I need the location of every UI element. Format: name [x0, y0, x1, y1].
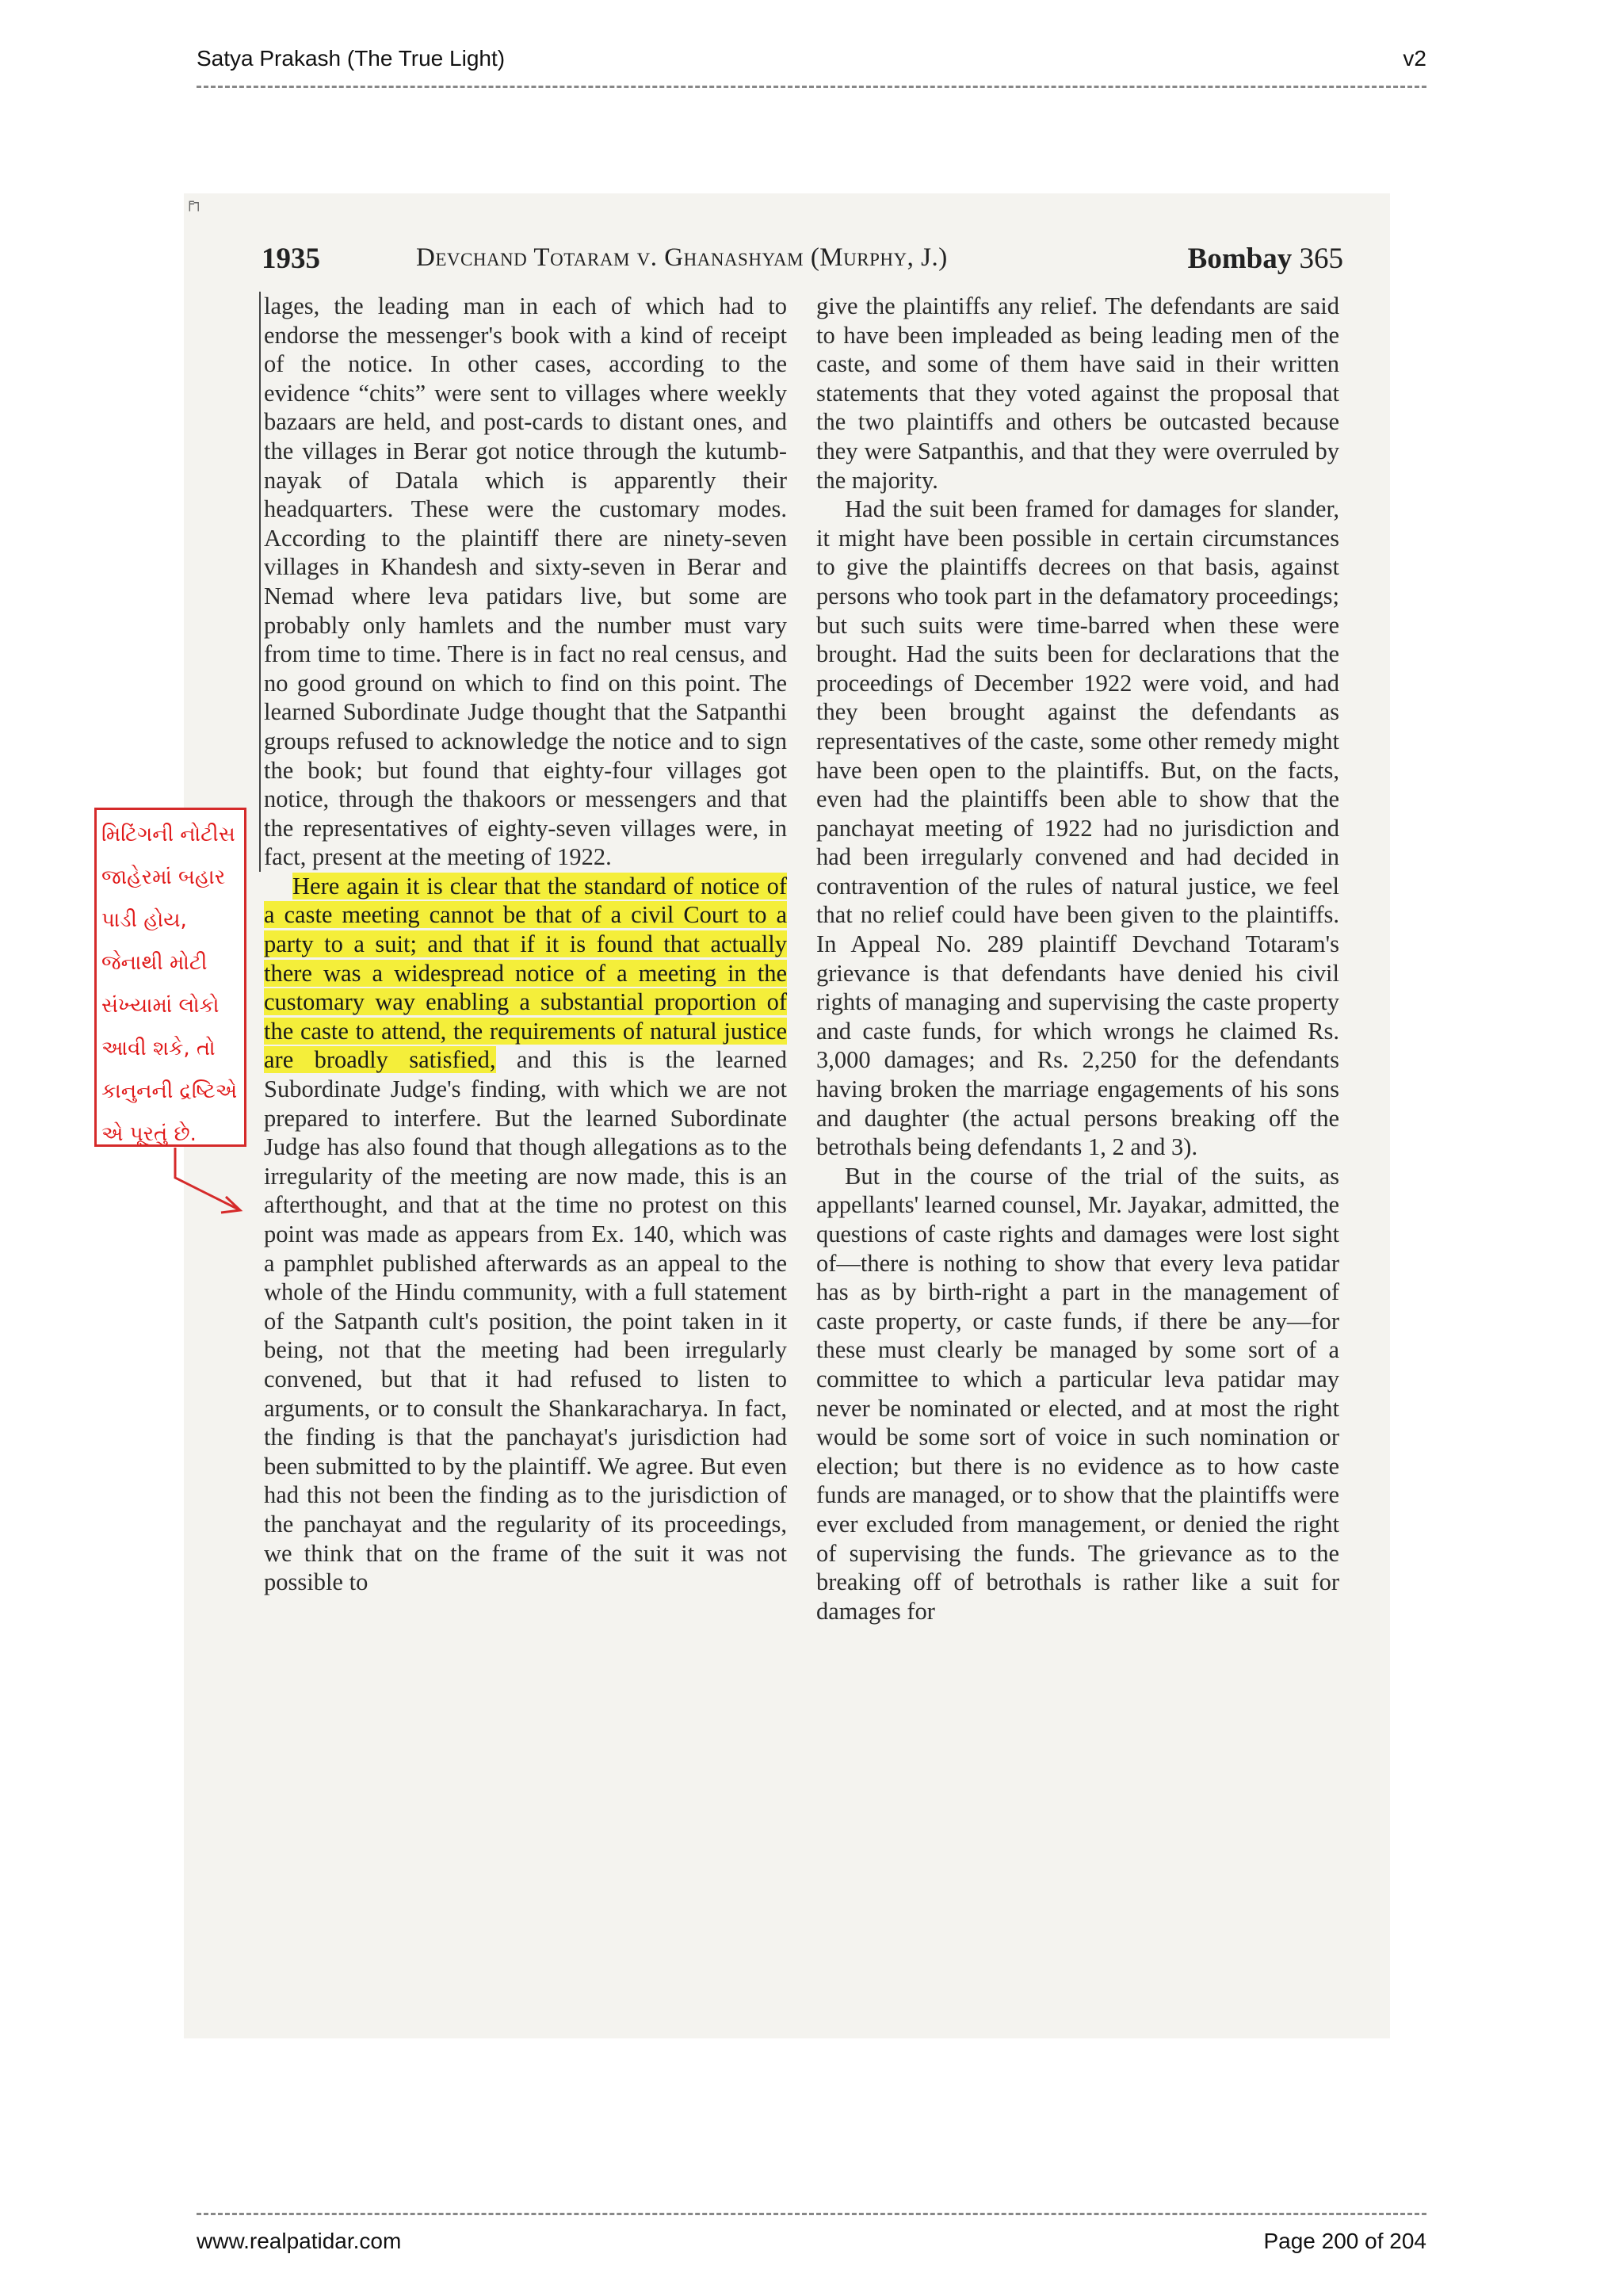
annotation-line: જાહેરમાં બહાર [101, 865, 226, 889]
annotation-line: સંખ્યામાં લોકો [101, 994, 220, 1018]
footer-page-number: Page 200 of 204 [1263, 2229, 1426, 2253]
annotation-line: આવી શકે, તો [101, 1037, 216, 1060]
report-page-number: 365 [1299, 243, 1343, 275]
annotation-arrow-icon [170, 1146, 250, 1217]
document-version: v2 [1403, 46, 1426, 71]
annotation-line: કાનુનની દ્રષ્ટિએ [101, 1079, 238, 1103]
annotation-line: મિટિંગની નોટીસ [101, 823, 235, 846]
footer-site-link[interactable]: www.realpatidar.com [197, 2229, 402, 2253]
document-header-title: Satya Prakash (The True Light) [197, 46, 506, 71]
annotation-line: પાડી હોય, [101, 908, 187, 932]
right-paragraph-3: But in the course of the trial of the suits, as appellants' learned counsel, Mr. Jayakar, admitted, the questions of caste rights and damages were lost sight of—there is nothing to show that every leva patidar has as by birth-right a part in the management of caste property, or caste funds, if there be any—for these must clearly be managed by some sort of a committee to which a particular leva patidar may never be nominated or elected, and at most the right would be some sort of voice in such nomination or election; but there is no evidence as to how caste funds are managed, or to show that the plaintiffs were ever excluded from management, or denied the right of supervising the funds. The grievance as to the breaking off of betrothals is rather like a suit for damages for [816, 1162, 1339, 1625]
footer-divider [197, 2213, 1426, 2215]
left-paragraph-2-rest: and this is the learned Subordinate Judge's finding, with which we are not prepared to interfere. But the learned Subordinate Judge has also found that though allegations as to the irregularity of the meeting are now made, this is an afterthought, and that at the time no protest on this point was made as appears from Ex. 140, which was a pamphlet published afterwards as an appeal to the whole of the Hindu community, with a full statement of the Satpanth cult's position, the point taken in it being, not that the meeting had been irregularly convened, but that it had refused to listen to arguments, or to consult the Shankaracharya. In fact, the finding is that the panchayat's jurisdiction had been submitted to by the plaintiff. We agree. But even had this not been the finding as to the jurisdiction of the panchayat and the regularity of its proceedings, we think that on the frame of the suit it was not possible to [264, 1046, 788, 1596]
header-divider [197, 86, 1426, 88]
left-paragraph-2 [264, 872, 787, 1597]
gujarati-annotation-box [94, 808, 246, 1147]
running-head [262, 242, 1343, 281]
right-paragraph-1: give the plaintiffs any relief. The defendants are said to have been impleaded as being leading men of the caste, and some of them have said in their written statements that they voted against the proposal that the two plaintiffs and others be outcasted because they were Satpanthis, and that they were overruled by the majority. [816, 292, 1339, 494]
annotation-line: જેનાથી મોટી [101, 951, 208, 975]
scan-corner-mark: ╒┐ [185, 195, 203, 212]
right-paragraph-2: Had the suit been framed for damages for slander, it might have been possible in certain circumstances to give the plaintiffs decrees on that basis, against persons who took part in the defamatory proceedings; but such suits were time-barred when these were brought. Had the suits been for declarations that the proceedings of December 1922 were void, and had they been brought against the defendants as representatives of the caste, some other remedy might have been open to the plaintiffs. But, on the facts, even had the plaintiffs been able to show that the panchayat meeting of 1922 had no jurisdiction and had been irregularly convened and had decided in contravention of the rules of natural justice, we feel that no relief could have been given to the plaintiffs. In Appeal No. 289 plaintiff Devchand Totaram's grievance is that defendants have denied his civil rights of managing and supervising the caste property and caste funds, for which wrongs he claimed Rs. 3,000 damages; and Rs. 2,250 for the defendants having broken the marriage engagements of his sons and daughter (the actual persons breaking off the betrothals being defendants 1, 2 and 3). [816, 495, 1339, 1161]
court-name: Bombay [1187, 243, 1293, 275]
running-head-year: 1935 [262, 243, 320, 275]
left-text-column [264, 292, 787, 1597]
case-title: Devchand Totaram v. Ghanashyam (Murphy, J.) [416, 243, 948, 272]
court-and-page [1188, 242, 1343, 276]
right-text-column [816, 292, 1339, 1626]
left-paragraph-1: lages, the leading man in each of which had to endorse the messenger's book with a kind of receipt of the notice. In other cases, according to the evidence “chits” were sent to villages where weekly bazaars are held, and post-cards to distant ones, and the villages in Berar got notice through the kutumb-nayak of Datala which is apparently their headquarters. These were the customary modes. According to the plaintiff there are ninety-seven villages in Khandesh and sixty-seven in Berar and Nemad where leva patidars live, but some are probably only hamlets and the number must vary from time to time. There is in fact no real census, and no good ground on which to find on this point. The learned Subordinate Judge thought that the Satpanthi groups refused to acknowledge the notice and to sign the book; but found that eighty-four villages got notice, through the thakoors or messengers and that the representatives of eighty-seven villages were, in fact, present at the meeting of 1922. [259, 292, 787, 872]
highlighted-passage: Here again it is clear that the standard of notice of a caste meeting cannot be that of a civil Court to a party to a suit; and that if it is found that actually there was a widespread notice of a meeting in the customary way enabling a substantial proportion of the caste to attend, the requirements of natural justice are broadly satisfied, [264, 872, 787, 1074]
annotation-line: એ પૂરતું છે. [101, 1122, 197, 1146]
